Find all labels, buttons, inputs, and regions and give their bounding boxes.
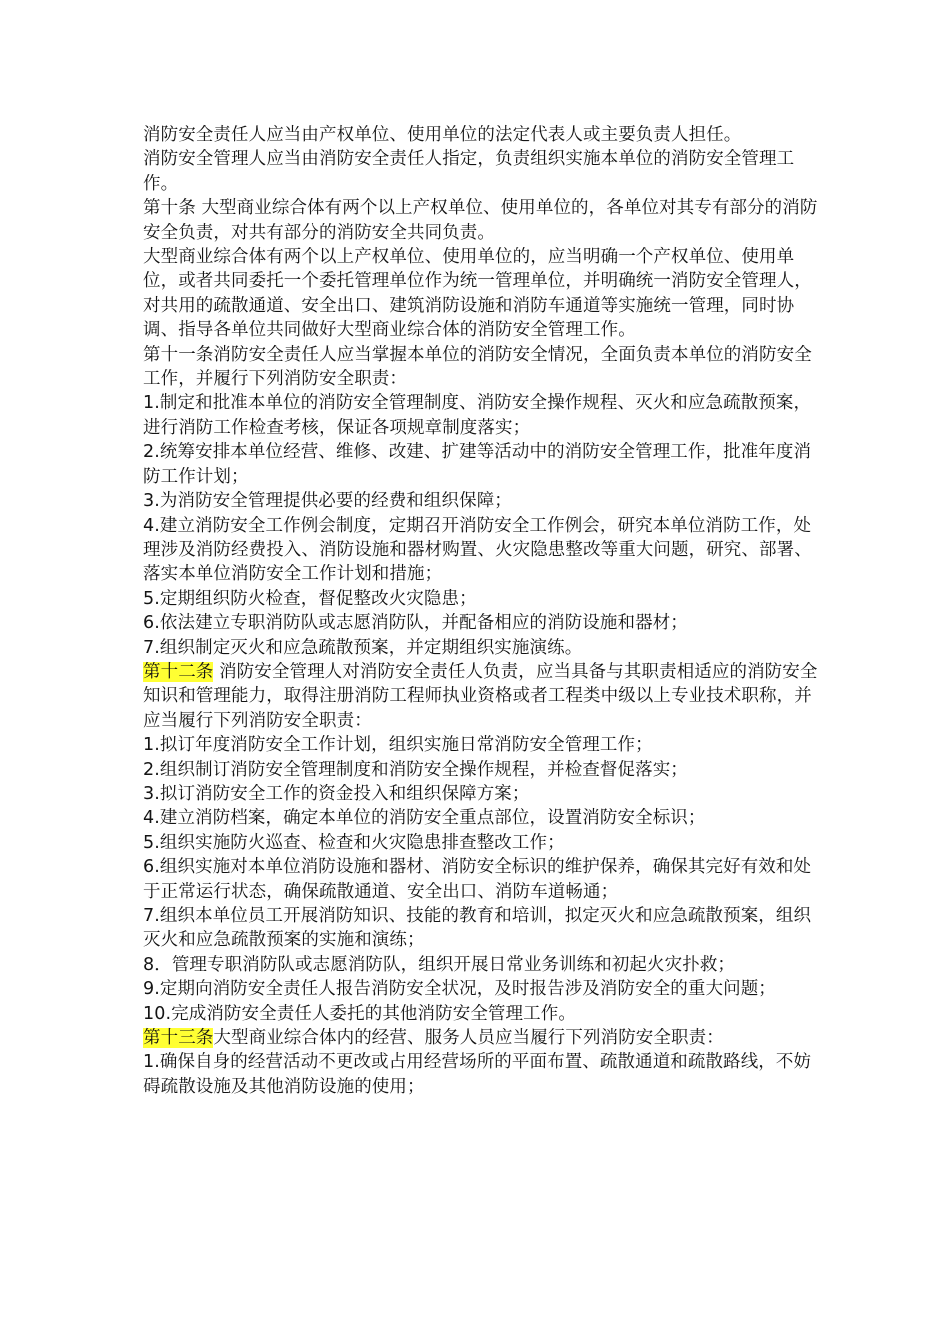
paragraph: 2.统筹安排本单位经营、维修、改建、扩建等活动中的消防安全管理工作，批准年度消防工作计划； xyxy=(143,442,812,487)
paragraph: 1.确保自身的经营活动不更改或占用经营场所的平面布置、疏散通道和疏散路线，不妨碍疏散设施及其他消防设施的使用； xyxy=(143,1052,812,1097)
paragraph: 4.建立消防档案，确定本单位的消防安全重点部位，设置消防安全标识； xyxy=(143,808,706,829)
paragraph: 1.拟订年度消防安全工作计划，组织实施日常消防安全管理工作； xyxy=(143,735,653,756)
paragraph-body: 大型商业综合体内的经营、服务人员应当履行下列消防安全职责： xyxy=(213,1028,724,1049)
paragraph: 7.组织制定灭火和应急疏散预案，并定期组织实施演练。 xyxy=(143,637,583,658)
paragraph: 消防安全管理人应当由消防安全责任人指定，负责组织实施本单位的消防安全管理工作。 xyxy=(143,149,795,194)
paragraph: 5.定期组织防火检查，督促整改火灾隐患； xyxy=(143,588,477,609)
paragraph: 6.组织实施对本单位消防设施和器材、消防安全标识的维护保养，确保其完好有效和处于正常运行状态，确保疏散通道、安全出口、消防车道畅通； xyxy=(143,857,812,902)
paragraph: 8．管理专职消防队或志愿消防队，组织开展日常业务训练和初起火灾扑救； xyxy=(143,954,736,975)
paragraph: 第十一条消防安全责任人应当掌握本单位的消防安全情况，全面负责本单位的消防安全工作，并履行下列消防安全职责： xyxy=(143,344,812,390)
paragraph xyxy=(143,660,818,733)
paragraph: 3.拟订消防安全工作的资金投入和组织保障方案； xyxy=(143,783,530,804)
paragraph: 10.完成消防安全责任人委托的其他消防安全管理工作。 xyxy=(143,1003,576,1024)
paragraph: 4.建立消防安全工作例会制度，定期召开消防安全工作例会，研究本单位消防工作，处理涉及消防经费投入、消防设施和器材购置、火灾隐患整改等重大问题，研究、部署、落实本单位消防安全工作计划和措施； xyxy=(143,515,812,585)
paragraph xyxy=(143,1026,818,1050)
paragraph: 大型商业综合体有两个以上产权单位、使用单位的，应当明确一个产权单位、使用单位，或者共同委托一个委托管理单位作为统一管理单位，并明确统一消防安全管理人，对共用的疏散通道、安全出口、建筑消防设施和消防车通道等实施统一管理，同时协调、指导各单位共同做好大型商业综合体的消防安全管理工作。 xyxy=(143,247,812,341)
paragraph: 2.组织制订消防安全管理制度和消防安全操作规程，并检查督促落实； xyxy=(143,759,688,780)
highlighted-article-number: 第十三条 xyxy=(143,1028,214,1049)
paragraph-body: 消防安全管理人对消防安全责任人负责，应当具备与其职责相适应的消防安全知识和管理能力，取得注册消防工程师执业资格或者工程类中级以上专业技术职称，并应当履行下列消防安全职责： xyxy=(143,661,818,731)
paragraph: 9.定期向消防安全责任人报告消防安全状况，及时报告涉及消防安全的重大问题； xyxy=(143,979,776,1000)
document-page xyxy=(143,123,818,1099)
paragraph: 第十条 大型商业综合体有两个以上产权单位、使用单位的，各单位对其专有部分的消防安全负责，对共有部分的消防安全共同负责。 xyxy=(143,198,818,243)
paragraph: 消防安全责任人应当由产权单位、使用单位的法定代表人或主要负责人担任。 xyxy=(143,125,742,145)
paragraph: 6.依法建立专职消防队或志愿消防队，并配备相应的消防设施和器材； xyxy=(143,613,688,634)
paragraph: 7.组织本单位员工开展消防知识、技能的教育和培训，拟定灭火和应急疏散预案，组织灭火和应急疏散预案的实施和演练； xyxy=(143,906,812,951)
paragraph: 5.组织实施防火巡查、检查和火灾隐患排查整改工作； xyxy=(143,832,565,853)
paragraph: 3.为消防安全管理提供必要的经费和组织保障； xyxy=(143,491,512,512)
paragraph: 1.制定和批准本单位的消防安全管理制度、消防安全操作规程、灭火和应急疏散预案，进行消防工作检查考核，保证各项规章制度落实； xyxy=(143,393,812,438)
highlighted-article-number: 第十二条 xyxy=(143,661,214,682)
